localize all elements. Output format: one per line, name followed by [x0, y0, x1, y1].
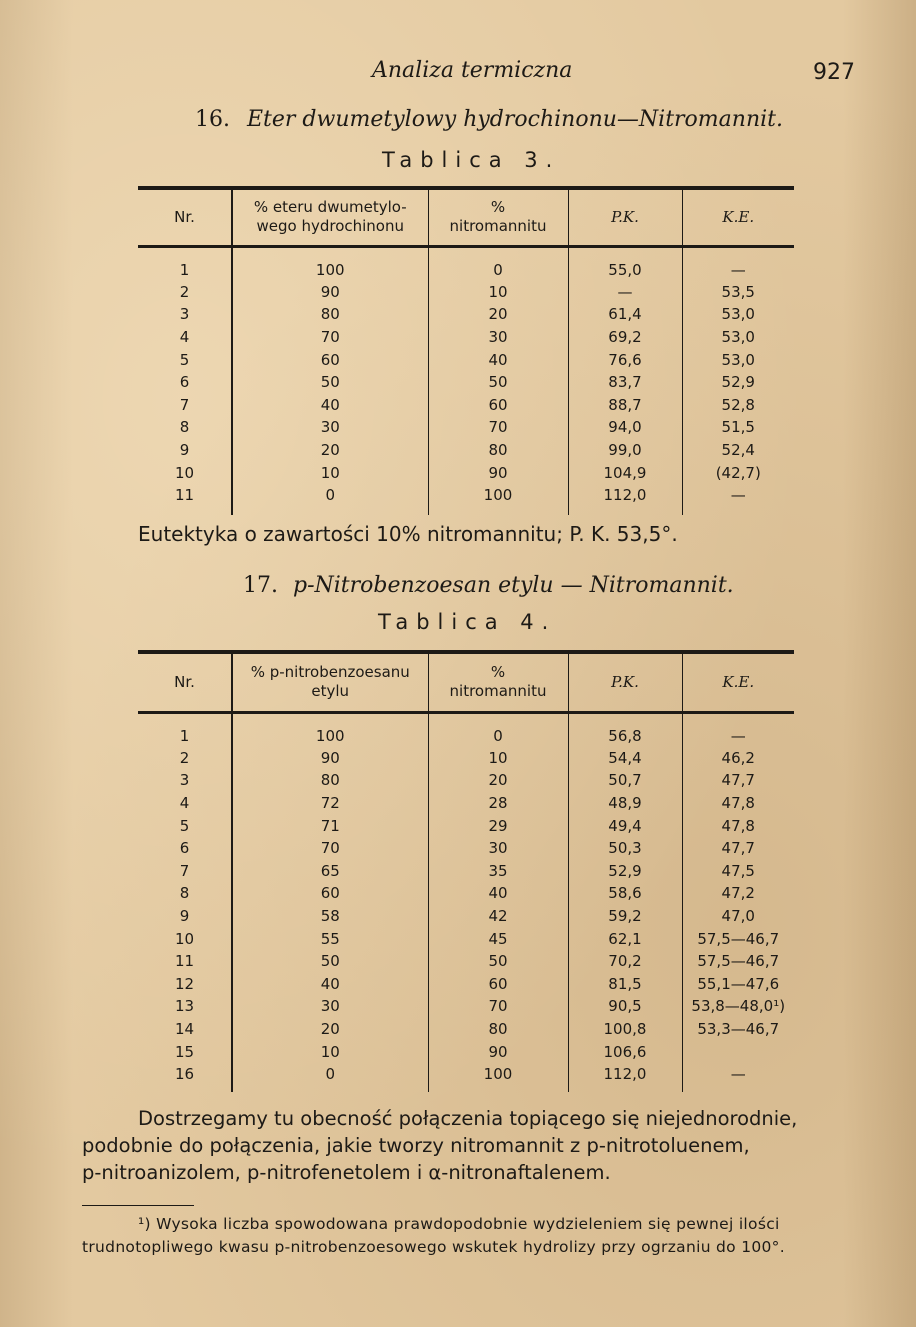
row-nr: 10 [138, 927, 232, 950]
page-number: 927 [813, 60, 855, 85]
row-pct-b: 50 [428, 371, 568, 394]
row-pct-b: 80 [428, 439, 568, 462]
footnote-line-2: trudnotopliwego kwasu p-nitrobenzoesowego wskutek hydrolizy przy ogrzaniu do 100°. [82, 1238, 785, 1256]
row-pk: 100,8 [568, 1018, 682, 1041]
section-16-number: 16. [195, 107, 230, 132]
table-row [138, 950, 794, 973]
row-ke: 47,8 [721, 794, 755, 813]
row-ke: 52,4 [721, 441, 755, 460]
table-row [138, 905, 794, 928]
section-17-title: p-Nitrobenzoesan etylu — Nitromannit. [293, 573, 734, 598]
table-4-body [138, 712, 794, 1092]
row-ke: 47,5 [721, 861, 755, 880]
row-pk: 52,9 [568, 860, 682, 883]
table-row [138, 348, 794, 371]
row-pct-b: 70 [428, 995, 568, 1018]
row-pk: 112,0 [568, 1063, 682, 1092]
table-3-body [138, 246, 794, 515]
row-nr: 13 [138, 995, 232, 1018]
table-row [138, 1063, 794, 1092]
row-pct-b: 20 [428, 769, 568, 792]
table-row [138, 712, 794, 747]
row-pct-a: 80 [232, 303, 428, 326]
table-row [138, 814, 794, 837]
row-pk: 69,2 [568, 326, 682, 349]
footnote [82, 1213, 862, 1259]
row-pct-b: 10 [428, 281, 568, 304]
table-row [138, 973, 794, 996]
row-ke: 47,8 [721, 816, 755, 835]
row-pct-b: 30 [428, 837, 568, 860]
row-pk: 54,4 [568, 747, 682, 770]
row-pct-a: 50 [232, 371, 428, 394]
row-nr: 16 [138, 1063, 232, 1092]
row-ke: 52,9 [721, 373, 755, 392]
row-nr: 2 [138, 281, 232, 304]
table-row [138, 747, 794, 770]
row-nr: 9 [138, 439, 232, 462]
row-ke: 52,8 [721, 395, 755, 414]
table-row [138, 1040, 794, 1063]
row-pct-b: 40 [428, 348, 568, 371]
row-pk: 55,0 [568, 246, 682, 281]
row-pct-a: 90 [232, 747, 428, 770]
table-4 [138, 650, 794, 1092]
row-pct-a: 55 [232, 927, 428, 950]
row-pk: 88,7 [568, 394, 682, 417]
row-pct-a: 65 [232, 860, 428, 883]
row-pk: 94,0 [568, 416, 682, 439]
row-pk: 83,7 [568, 371, 682, 394]
row-ke: — [730, 727, 746, 746]
row-pk: 90,5 [568, 995, 682, 1018]
row-pct-b: 80 [428, 1018, 568, 1041]
row-pct-a: 58 [232, 905, 428, 928]
table-row [138, 371, 794, 394]
table-4-caption: Tablica 4. [378, 610, 557, 634]
row-nr: 5 [138, 814, 232, 837]
row-pct-a: 60 [232, 882, 428, 905]
row-nr: 12 [138, 973, 232, 996]
row-ke: — [730, 1065, 746, 1084]
row-pct-a: 90 [232, 281, 428, 304]
row-nr: 2 [138, 747, 232, 770]
row-pk: 70,2 [568, 950, 682, 973]
row-pct-a: 70 [232, 837, 428, 860]
table-row [138, 882, 794, 905]
row-pct-b: 20 [428, 303, 568, 326]
row-pct-a: 60 [232, 348, 428, 371]
row-ke: 47,7 [721, 839, 755, 858]
row-pct-a: 100 [232, 246, 428, 281]
row-pct-a: 0 [232, 1063, 428, 1092]
row-ke: 47,7 [721, 771, 755, 790]
row-ke: 57,5—46,7 [697, 929, 780, 948]
row-ke: 55,1—47,6 [697, 974, 780, 993]
table-3-header-nitromannit [428, 188, 568, 246]
row-pk: 104,9 [568, 461, 682, 484]
row-nr: 6 [138, 371, 232, 394]
running-header-title: Analiza termiczna [372, 58, 573, 83]
table-row [138, 416, 794, 439]
discussion-paragraph [82, 1105, 852, 1186]
row-ke: 57,5—46,7 [697, 952, 780, 971]
table-row [138, 792, 794, 815]
section-16-heading [195, 107, 783, 132]
row-pk: 56,8 [568, 712, 682, 747]
row-pct-b: 10 [428, 747, 568, 770]
row-nr: 9 [138, 905, 232, 928]
table-4-header-ester-line2: etylu [311, 682, 350, 701]
row-pct-a: 50 [232, 950, 428, 973]
row-pct-b: 50 [428, 950, 568, 973]
row-ke: 53,0 [721, 305, 755, 324]
table-3-header-ether-line1: % eteru dwumetylo- [253, 198, 407, 217]
table-row [138, 927, 794, 950]
row-pk: 62,1 [568, 927, 682, 950]
table-row [138, 837, 794, 860]
row-pct-b: 100 [428, 1063, 568, 1092]
table-row [138, 281, 794, 304]
eutectic-note: Eutektyka o zawartości 10% nitromannitu; P. K. 53,5°. [138, 522, 678, 546]
row-pk: 49,4 [568, 814, 682, 837]
row-pct-a: 10 [232, 461, 428, 484]
row-nr: 5 [138, 348, 232, 371]
row-pct-a: 10 [232, 1040, 428, 1063]
row-ke: — [730, 261, 746, 280]
row-pct-a: 80 [232, 769, 428, 792]
row-pct-a: 0 [232, 484, 428, 515]
table-4-header-ester [232, 652, 428, 712]
row-nr: 15 [138, 1040, 232, 1063]
table-3-header-pk: P.K. [568, 188, 682, 246]
row-ke: 53,8—48,0¹) [691, 997, 786, 1016]
row-ke [682, 1040, 794, 1063]
row-pct-b: 29 [428, 814, 568, 837]
row-pct-b: 70 [428, 416, 568, 439]
row-pct-a: 20 [232, 439, 428, 462]
row-pct-b: 28 [428, 792, 568, 815]
section-16-title: Eter dwumetylowy hydrochinonu—Nitromannit. [247, 107, 783, 132]
table-3-header-ether [232, 188, 428, 246]
row-ke: 53,5 [721, 282, 755, 301]
row-pct-b: 35 [428, 860, 568, 883]
table-row [138, 394, 794, 417]
row-nr: 3 [138, 769, 232, 792]
row-pct-a: 70 [232, 326, 428, 349]
row-pct-b: 40 [428, 882, 568, 905]
table-3-header-ke: K.E. [722, 207, 755, 226]
row-pct-a: 30 [232, 995, 428, 1018]
row-nr: 10 [138, 461, 232, 484]
row-pct-a: 72 [232, 792, 428, 815]
table-row [138, 439, 794, 462]
row-pk: 81,5 [568, 973, 682, 996]
row-nr: 4 [138, 792, 232, 815]
section-17-number: 17. [243, 573, 278, 598]
row-nr: 1 [138, 712, 232, 747]
row-ke: 53,0 [721, 328, 755, 347]
table-4-header-ester-line1: % p-nitrobenzoesanu [250, 663, 410, 682]
table-3-caption: Tablica 3. [382, 148, 561, 172]
row-nr: 8 [138, 882, 232, 905]
row-pk: 59,2 [568, 905, 682, 928]
row-nr: 11 [138, 484, 232, 515]
table-4-header-nitromannit-line2: nitromannitu [449, 682, 547, 701]
table-4-header-nr: Nr. [138, 652, 232, 712]
table-row [138, 326, 794, 349]
table-row [138, 1018, 794, 1041]
row-pk: 61,4 [568, 303, 682, 326]
table-4-header-ke: K.E. [722, 672, 755, 691]
row-pk: 50,3 [568, 837, 682, 860]
row-ke: — [730, 486, 746, 505]
row-nr: 14 [138, 1018, 232, 1041]
row-ke: 51,5 [721, 418, 755, 437]
section-17-heading [243, 573, 734, 598]
table-4-header-nitromannit-line1: % [490, 663, 506, 682]
table-row [138, 461, 794, 484]
paragraph-line-3: p-nitroanizolem, p-nitrofenetolem i α-nitronaftalenem. [82, 1161, 611, 1184]
row-nr: 11 [138, 950, 232, 973]
row-pct-b: 0 [428, 712, 568, 747]
row-pct-a: 71 [232, 814, 428, 837]
row-ke: 53,0 [721, 350, 755, 369]
row-ke: 53,3—46,7 [697, 1020, 780, 1039]
row-pct-b: 90 [428, 461, 568, 484]
row-pct-b: 60 [428, 394, 568, 417]
row-pct-b: 0 [428, 246, 568, 281]
row-pct-b: 45 [428, 927, 568, 950]
row-pct-b: 100 [428, 484, 568, 515]
footnote-line-1: ¹) Wysoka liczba spowodowana prawdopodobnie wydzieleniem się pewnej ilości [138, 1215, 780, 1233]
row-pct-a: 40 [232, 973, 428, 996]
table-row [138, 995, 794, 1018]
table-row [138, 303, 794, 326]
table-3 [138, 186, 794, 515]
row-pk: 48,9 [568, 792, 682, 815]
row-pk: — [568, 281, 682, 304]
row-pct-b: 60 [428, 973, 568, 996]
table-row [138, 860, 794, 883]
row-pct-a: 20 [232, 1018, 428, 1041]
row-ke: 47,0 [721, 907, 755, 926]
row-pk: 99,0 [568, 439, 682, 462]
row-pk: 106,6 [568, 1040, 682, 1063]
table-3-header-ether-line2: wego hydrochinonu [256, 217, 404, 236]
row-pct-a: 30 [232, 416, 428, 439]
paragraph-line-2: podobnie do połączenia, jakie tworzy nitromannit z p-nitrotoluenem, [82, 1134, 750, 1157]
footnote-rule [82, 1205, 194, 1206]
row-nr: 1 [138, 246, 232, 281]
row-pk: 58,6 [568, 882, 682, 905]
paragraph-line-1: Dostrzegamy tu obecność połączenia topiącego się niejednorodnie, [138, 1107, 798, 1130]
table-row [138, 484, 794, 515]
table-4-header-nitromannit [428, 652, 568, 712]
row-ke: 46,2 [721, 748, 755, 767]
row-nr: 3 [138, 303, 232, 326]
row-nr: 4 [138, 326, 232, 349]
row-pct-a: 40 [232, 394, 428, 417]
row-nr: 7 [138, 860, 232, 883]
row-ke: (42,7) [715, 463, 761, 482]
table-3-header-nitromannit-line1: % [490, 198, 506, 217]
row-pk: 76,6 [568, 348, 682, 371]
row-nr: 8 [138, 416, 232, 439]
row-pk: 50,7 [568, 769, 682, 792]
row-pk: 112,0 [568, 484, 682, 515]
row-pct-b: 90 [428, 1040, 568, 1063]
table-4-header-pk: P.K. [568, 652, 682, 712]
row-pct-a: 100 [232, 712, 428, 747]
row-pct-b: 30 [428, 326, 568, 349]
row-nr: 7 [138, 394, 232, 417]
row-nr: 6 [138, 837, 232, 860]
row-ke: 47,2 [721, 884, 755, 903]
table-3-header-nitromannit-line2: nitromannitu [449, 217, 547, 236]
table-3-header-nr: Nr. [138, 188, 232, 246]
row-pct-b: 42 [428, 905, 568, 928]
table-row [138, 246, 794, 281]
table-row [138, 769, 794, 792]
